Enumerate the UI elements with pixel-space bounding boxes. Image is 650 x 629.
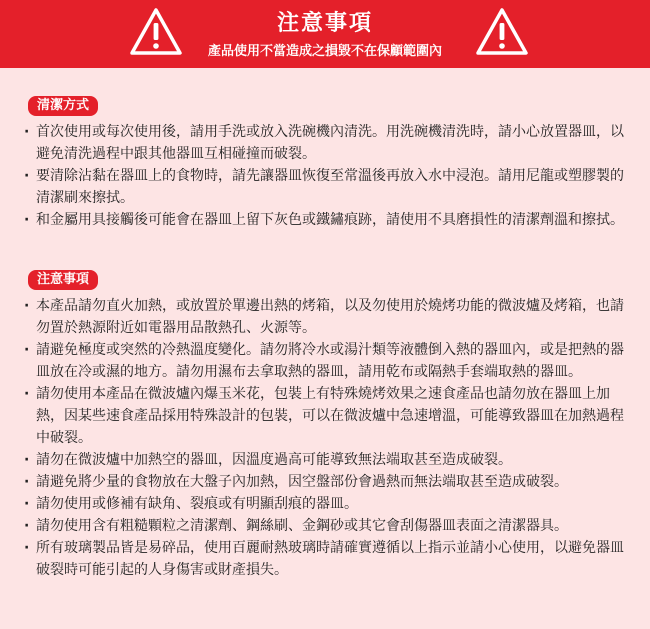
- precautions-list: [22, 295, 637, 581]
- page-subtitle: 產品使用不當造成之損毀不在保顧範圍內: [207, 44, 442, 59]
- section-label-cleaning: 清潔方式: [28, 96, 98, 116]
- page-title: 注意事項: [276, 11, 373, 36]
- section-label-precautions: 注意事項: [28, 270, 98, 290]
- list-item: · 請勿使用含有粗糙顆粒之清潔劑、鋼絲刷、金鋼砂或其它會刮傷器皿表面之清潔器具。: [22, 515, 637, 537]
- list-item: · 請勿使用或修補有缺角、裂痕或有明顯刮痕的器皿。: [22, 493, 637, 515]
- list-item: · 所有玻璃製品皆是易碎品，使用百麗耐熱玻璃時請確實遵循以上指示並請小心使用，以避免器皿破裂時可能引起的人身傷害或財產損失。: [22, 537, 637, 581]
- list-item: · 首次使用或每次使用後，請用手洗或放入洗碗機內清洗。用洗碗機清洗時，請小心放置器皿，以避免清洗過程中跟其他器皿互相碰撞而破裂。: [22, 121, 637, 165]
- warning-triangle-icon: [474, 6, 530, 58]
- list-item: · 和金屬用具接觸後可能會在器皿上留下灰色或鐵鏽痕跡，請使用不具磨損性的清潔劑溫和擦拭。: [22, 209, 637, 231]
- list-item: · 請避免極度或突然的冷熱溫度變化。請勿將冷水或湯汁類等液體倒入熱的器皿內，或是把熱的器皿放在冷或濕的地方。請勿用濕布去拿取熱的器皿，請用乾布或隔熱手套端取熱的器皿。: [22, 339, 637, 383]
- bottom-edge: [0, 618, 650, 629]
- warning-banner: [0, 0, 650, 68]
- cleaning-list: [22, 121, 637, 231]
- list-item: · 要清除沾黏在器皿上的食物時，請先讓器皿恢復至常溫後再放入水中浸泡。請用尼龍或塑膠製的清潔刷來擦拭。: [22, 165, 637, 209]
- list-item: · 請勿在微波爐中加熱空的器皿，因溫度過高可能導致無法端取甚至造成破裂。: [22, 449, 637, 471]
- list-item: · 請避免將少量的食物放在大盤子內加熱，因空盤部份會過熱而無法端取甚至造成破裂。: [22, 471, 637, 493]
- list-item: · 請勿使用本產品在微波爐內爆玉米花，包裝上有特殊燒烤效果之速食產品也請勿放在器皿上加熱，因某些速食產品採用特殊設計的包裝，可以在微波爐中急速增溫，可能導致器皿在加熱過程中破裂。: [22, 383, 637, 449]
- list-item: · 本產品請勿直火加熱，或放置於單邊出熱的烤箱，以及勿使用於燒烤功能的微波爐及烤箱，也請勿置於熱源附近如電器用品散熱孔、火源等。: [22, 295, 637, 339]
